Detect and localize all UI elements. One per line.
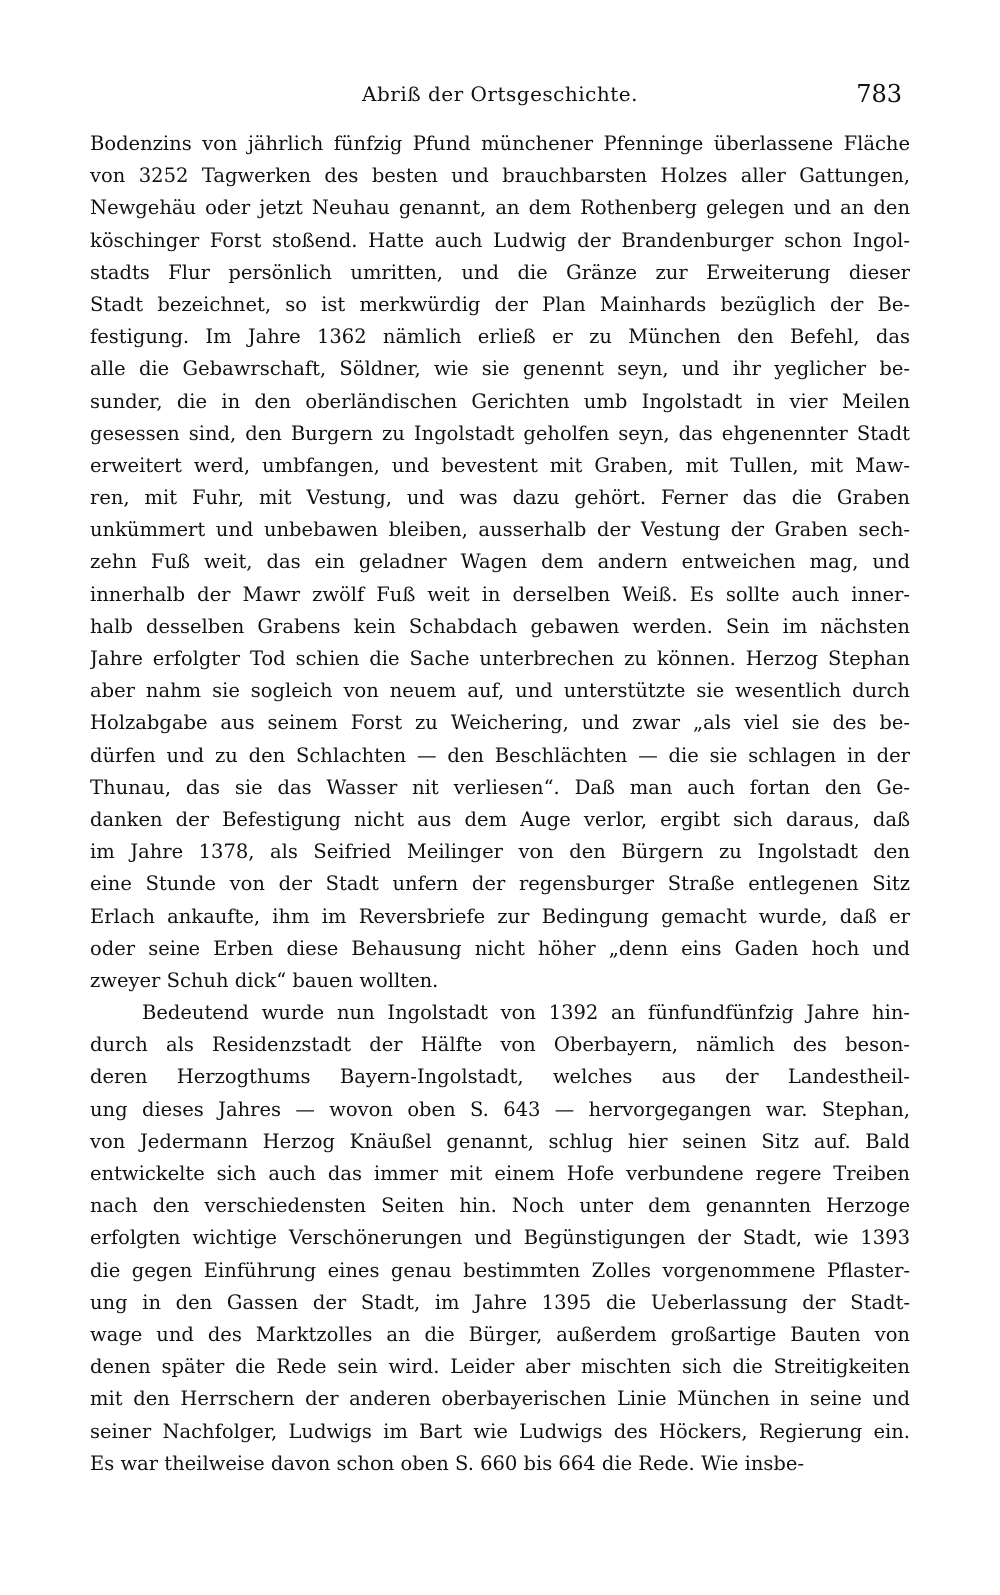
text-line: von Jedermann Herzog Knäußel genannt, schlug hier seinen Sitz auf. Bald [90,1129,910,1153]
text-line: köschinger Forst stoßend. Hatte auch Ludwig der Brandenburger schon Ingol- [90,228,910,252]
text-line: Erlach ankaufte, ihm im Reversbriefe zur Bedingung gemacht wurde, daß er [90,904,910,928]
text-line: denen später die Rede sein wird. Leider aber mischten sich die Streitigkeiten [90,1355,910,1379]
text-line: eine Stunde von der Stadt unfern der regensburger Straße entlegenen Sitz [90,872,910,896]
paragraph [90,128,910,997]
text-line: Newgehäu oder jetzt Neuhau genannt, an dem Rothenberg gelegen und an den [90,196,910,220]
text-line: gesessen sind, den Burgern zu Ingolstadt geholfen seyn, das ehgenennter Stadt [90,421,910,445]
text-line: entwickelte sich auch das immer mit einem Hofe verbundene regere Treiben [90,1162,910,1185]
text-line: Bedeutend wurde nun Ingolstadt von 1392 an fünfundfünfzig Jahre hin- [142,1001,910,1025]
text-line: ung in den Gassen der Stadt, im Jahre 1395 die Ueberlassung der Stadt- [90,1290,910,1314]
text-line: deren Herzogthums Bayern-Ingolstadt, welches aus der Landestheil- [90,1065,910,1089]
text-line: oder seine Erben diese Behausung nicht höher „denn eins Gaden hoch und [90,936,910,960]
text-line: Holzabgabe aus seinem Forst zu Weichering, und zwar „als viel sie des be- [90,711,910,735]
text-line: seiner Nachfolger, Ludwigs im Bart wie Ludwigs des Höckers, Regierung ein. [90,1419,910,1443]
text-line: danken der Befestigung nicht aus dem Auge verlor, ergibt sich daraus, daß [90,807,910,831]
text-line: alle die Gebawrschaft, Söldner, wie sie genennt seyn, und ihr yeglicher be- [90,357,910,381]
text-line: nach den verschiedensten Seiten hin. Noch unter dem genannten Herzoge [90,1194,910,1218]
text-line: durch als Residenzstadt der Hälfte von Oberbayern, nämlich des beson- [90,1033,910,1057]
text-line: Thunau, das sie das Wasser nit verliesen“. Daß man auch fortan den Ge- [90,775,910,799]
text-line: Es war theilweise davon schon oben S. 660 bis 664 die Rede. Wie insbe- [90,1451,805,1475]
text-line: aber nahm sie sogleich von neuem auf, und unterstützte sie wesentlich durch [90,679,910,703]
text-line: zweyer Schuh dick“ bauen wollten. [90,968,439,992]
paragraph [90,997,910,1480]
text-line: Stadt bezeichnet, so ist merkwürdig der Plan Mainhards bezüglich der Be- [90,292,910,316]
text-line: ung dieses Jahres — wovon oben S. 643 — hervorgegangen war. Stephan, [90,1097,910,1121]
text-line: die gegen Einführung eines genau bestimmten Zolles vorgenommene Pflaster- [90,1258,910,1282]
text-line: unkümmert und unbebawen bleiben, ausserhalb der Vestung der Graben sech- [90,518,910,542]
text-line: zehn Fuß weit, das ein geladner Wagen dem andern entweichen mag, und [90,550,910,574]
text-line: mit den Herrschern der anderen oberbayerischen Linie München in seine und [90,1387,910,1411]
page-header [90,82,910,118]
body-text [90,128,910,1480]
text-line: innerhalb der Mawr zwölf Fuß weit in derselben Weiß. Es sollte auch inner- [90,582,910,606]
text-line: erfolgten wichtige Verschönerungen und Begünstigungen der Stadt, wie 1393 [90,1226,910,1250]
text-line: sunder, die in den oberländischen Gerichten umb Ingolstadt in vier Meilen [90,389,910,413]
running-head: Abriß der Ortsgeschichte. [362,82,638,106]
text-line: wage und des Marktzolles an die Bürger, außerdem großartige Bauten von [90,1322,910,1346]
text-line: dürfen und zu den Schlachten — den Beschlächten — die sie schlagen in der [90,743,910,767]
text-line: Bodenzins von jährlich fünfzig Pfund münchener Pfenninge überlassene Fläche [90,132,910,155]
text-line: von 3252 Tagwerken des besten und brauchbarsten Holzes aller Gattungen, [90,164,910,188]
text-line: Jahre erfolgter Tod schien die Sache unterbrechen zu können. Herzog Stephan [90,647,910,670]
text-line: im Jahre 1378, als Seifried Meilinger von den Bürgern zu Ingolstadt den [90,840,910,864]
text-line: festigung. Im Jahre 1362 nämlich erließ er zu München den Befehl, das [90,325,910,349]
text-line: stadts Flur persönlich umritten, und die Gränze zur Erweiterung dieser [90,260,910,284]
text-line: halb desselben Grabens kein Schabdach gebawen werden. Sein im nächsten [90,614,910,638]
text-line: ren, mit Fuhr, mit Vestung, und was dazu gehört. Ferner das die Graben [90,486,910,510]
page-number: 783 [856,80,902,108]
text-line: erweitert werd, umbfangen, und bevestent mit Graben, mit Tullen, mit Maw- [90,453,910,477]
